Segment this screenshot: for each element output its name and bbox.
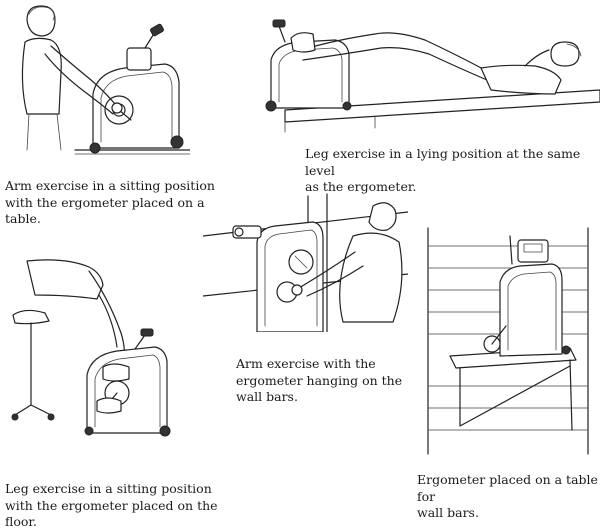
caption-table-wall-bars [417,472,600,522]
illustration-leg-exercise-lying [255,10,600,135]
caption-line: with the ergometer placed on a [5,194,205,210]
caption-line: wall bars. [236,389,298,404]
caption-leg-lying [305,146,585,196]
arm-sitting-drawing [5,2,190,162]
caption-line: Leg exercise in a lying position at the same level [305,146,581,178]
leg-lying-drawing [255,10,600,135]
caption-line: floor. [5,514,37,529]
illustration-leg-exercise-sitting [5,255,190,455]
caption-line: Arm exercise in a sitting position [5,178,215,193]
caption-line: Ergometer placed on a table for [417,472,598,504]
caption-line: wall bars. [417,505,479,520]
caption-leg-sitting [5,481,227,531]
caption-line: table. [5,211,41,226]
caption-arm-wall-bars [236,356,406,406]
table-wall-bars-drawing [420,226,600,456]
illustration-arm-exercise-wall-bars [203,192,408,332]
leg-sitting-drawing [5,255,190,455]
caption-arm-sitting [5,178,220,228]
illustration-table-for-wall-bars [420,226,600,456]
arm-wall-bars-drawing [203,192,408,332]
caption-line: as the ergometer. [305,179,417,194]
caption-line: Arm exercise with the [236,356,376,371]
illustration-arm-exercise-sitting [5,2,190,162]
caption-line: ergometer hanging on the [236,372,403,388]
caption-line: with the ergometer placed on the [5,497,218,513]
caption-line: Leg exercise in a sitting position [5,481,212,496]
